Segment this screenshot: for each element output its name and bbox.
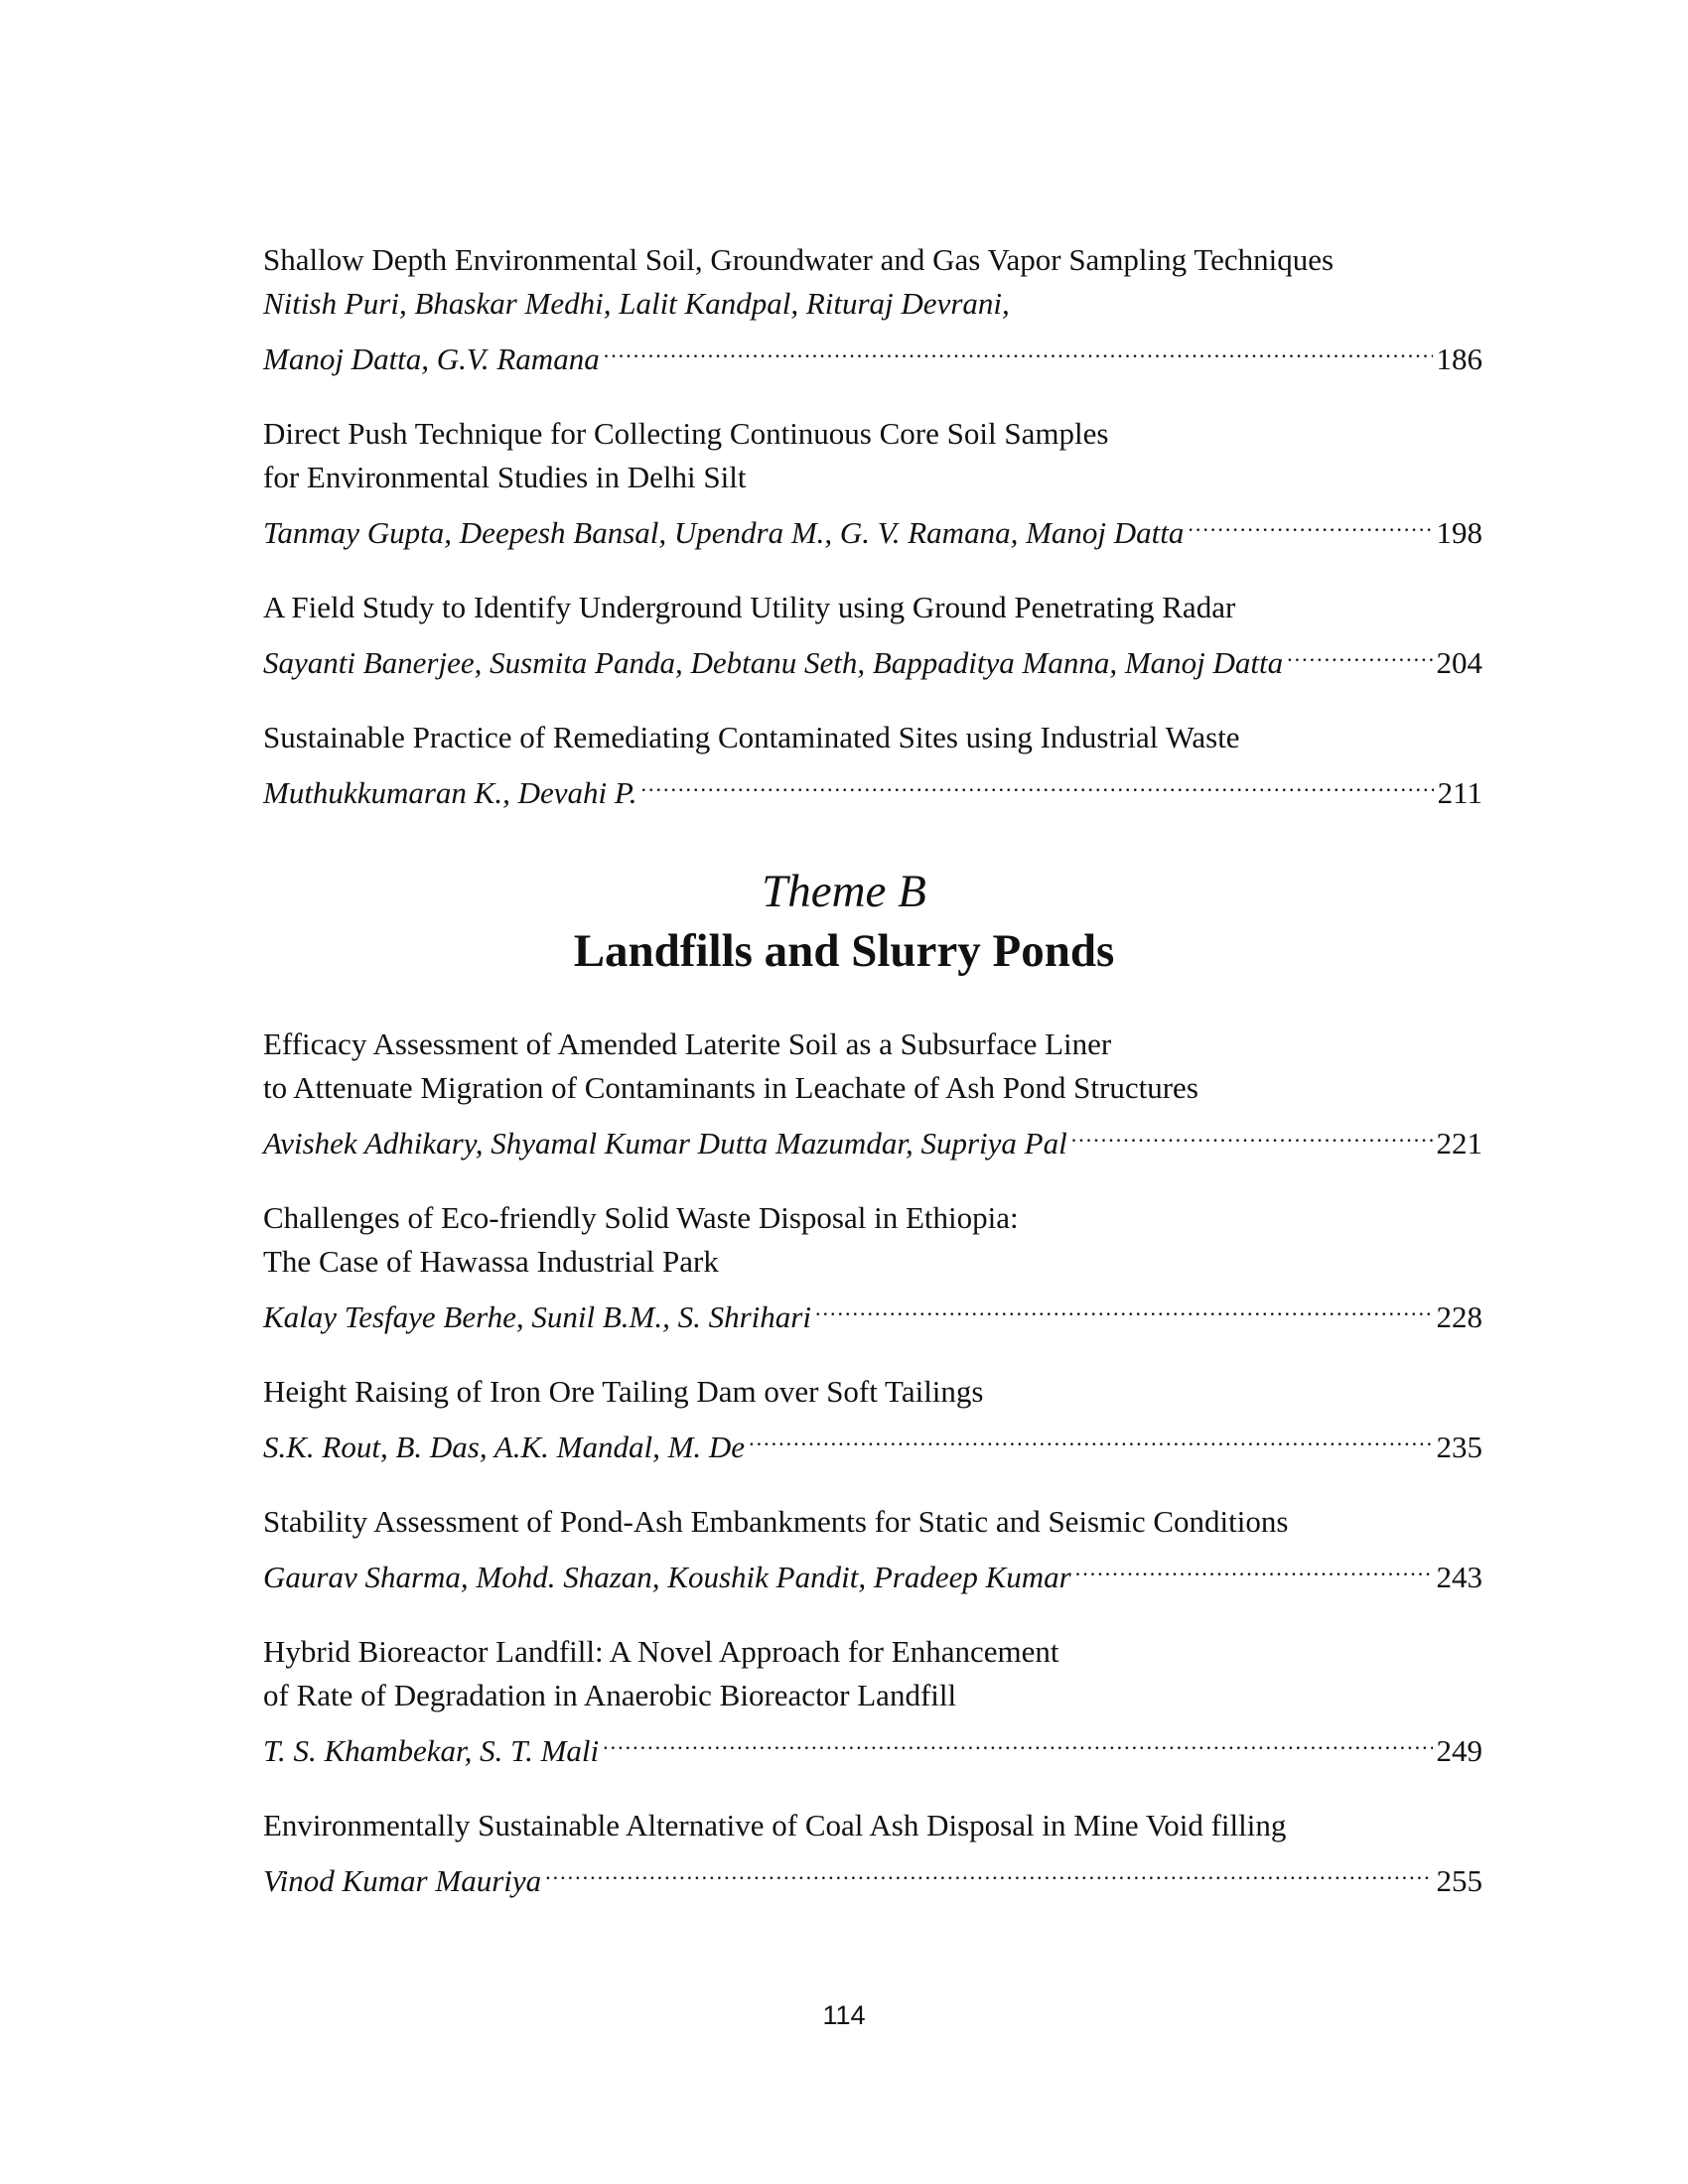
dot-leader <box>545 1847 1432 1891</box>
toc-entry-author-row <box>263 1110 1482 1165</box>
toc-entry <box>263 412 1482 555</box>
toc-entry-authors: Nitish Puri, Bhaskar Medhi, Lalit Kandpal, Rituraj Devrani, <box>263 286 1010 321</box>
toc-entry-author-row <box>263 759 1482 815</box>
toc-entry-page-number: 243 <box>1436 1560 1482 1594</box>
toc-entry-title: Shallow Depth Environmental Soil, Groundwater and Gas Vapor Sampling Techniques <box>263 242 1335 277</box>
page-number: 114 <box>822 2000 866 2030</box>
toc-entry-title: Sustainable Practice of Remediating Contaminated Sites using Industrial Waste <box>263 720 1240 754</box>
theme-title: Landfills and Slurry Ponds <box>573 925 1115 977</box>
toc-entry-author-row <box>263 1414 1482 1469</box>
toc-entry-author-row <box>263 1284 1482 1339</box>
toc-entry-page-number: 198 <box>1436 515 1482 550</box>
theme-label: Theme B <box>762 866 926 917</box>
toc-entry-page-number: 228 <box>1436 1299 1482 1334</box>
dot-leader <box>1287 629 1432 673</box>
dot-leader <box>815 1284 1433 1327</box>
toc-entry <box>263 1196 1482 1339</box>
toc-entry <box>263 1630 1482 1773</box>
toc-entry-author-row <box>263 629 1482 685</box>
toc-entry-authors: S.K. Rout, B. Das, A.K. Mandal, M. De <box>263 1430 746 1464</box>
toc-entry <box>263 1500 1482 1599</box>
toc-entry-authors: Avishek Adhikary, Shyamal Kumar Dutta Mazumdar, Supriya Pal <box>263 1126 1067 1160</box>
dot-leader <box>1188 499 1432 543</box>
toc-entry-author-row <box>263 1544 1482 1599</box>
dot-leader <box>1075 1544 1433 1587</box>
dot-leader <box>604 326 1433 369</box>
toc-entry-title: The Case of Hawassa Industrial Park <box>263 1244 719 1279</box>
toc-entry <box>263 1023 1482 1165</box>
toc-entry-authors: Sayanti Banerjee, Susmita Panda, Debtanu Seth, Bappaditya Manna, Manoj Datta <box>263 645 1284 680</box>
toc-entry-author-row <box>263 499 1482 555</box>
toc-entry <box>263 1370 1482 1469</box>
toc-entry-author-row <box>263 1717 1482 1773</box>
toc-entry-title: of Rate of Degradation in Anaerobic Bioreactor Landfill <box>263 1678 957 1712</box>
toc-entry <box>263 716 1482 815</box>
toc-entry <box>263 586 1482 685</box>
dot-leader <box>641 759 1434 803</box>
dot-leader <box>749 1414 1432 1457</box>
toc-entry-page-number: 211 <box>1437 775 1482 810</box>
dot-leader <box>1071 1110 1433 1154</box>
toc-entry-author-row <box>263 1847 1482 1903</box>
toc-entry-title: Stability Assessment of Pond-Ash Embankments for Static and Seismic Conditions <box>263 1504 1289 1539</box>
toc-entry-authors: Vinod Kumar Mauriya <box>263 1863 542 1898</box>
toc-entry-title: Challenges of Eco-friendly Solid Waste Disposal in Ethiopia: <box>263 1200 1019 1235</box>
toc-entry-page-number: 186 <box>1436 341 1482 376</box>
toc-entry-page-number: 204 <box>1436 645 1482 680</box>
toc-entry-authors: Kalay Tesfaye Berhe, Sunil B.M., S. Shrihari <box>263 1299 811 1334</box>
toc-entry-authors: Muthukkumaran K., Devahi P. <box>263 775 637 810</box>
dot-leader <box>603 1717 1432 1761</box>
toc-entry-author-row <box>263 326 1482 381</box>
toc-entry-title: to Attenuate Migration of Contaminants in Leachate of Ash Pond Structures <box>263 1070 1198 1105</box>
toc-entry-page-number: 221 <box>1436 1126 1482 1160</box>
toc-entry-page-number: 255 <box>1436 1863 1482 1898</box>
toc-entry <box>263 238 1482 381</box>
toc-entry-title: Efficacy Assessment of Amended Laterite Soil as a Subsurface Liner <box>263 1026 1112 1061</box>
toc-entry-authors: T. S. Khambekar, S. T. Mali <box>263 1733 600 1768</box>
toc-entry <box>263 1804 1482 1903</box>
toc-entry-title: Environmentally Sustainable Alternative of Coal Ash Disposal in Mine Void filling <box>263 1808 1287 1843</box>
toc-entry-title: A Field Study to Identify Underground Utility using Ground Penetrating Radar <box>263 590 1236 624</box>
toc-entry-page-number: 249 <box>1436 1733 1482 1768</box>
toc-entry-authors: Tanmay Gupta, Deepesh Bansal, Upendra M., G. V. Ramana, Manoj Datta <box>263 515 1185 550</box>
toc-entry-title: Height Raising of Iron Ore Tailing Dam over Soft Tailings <box>263 1374 984 1409</box>
toc-entry-title: Hybrid Bioreactor Landfill: A Novel Approach for Enhancement <box>263 1634 1059 1669</box>
toc-entry-page-number: 235 <box>1436 1430 1482 1464</box>
toc-entry-authors: Manoj Datta, G.V. Ramana <box>263 341 600 376</box>
toc-entry-authors: Gaurav Sharma, Mohd. Shazan, Koushik Pandit, Pradeep Kumar <box>263 1560 1071 1594</box>
toc-entry-title: Direct Push Technique for Collecting Continuous Core Soil Samples <box>263 416 1109 451</box>
toc-entry-title: for Environmental Studies in Delhi Silt <box>263 460 747 494</box>
